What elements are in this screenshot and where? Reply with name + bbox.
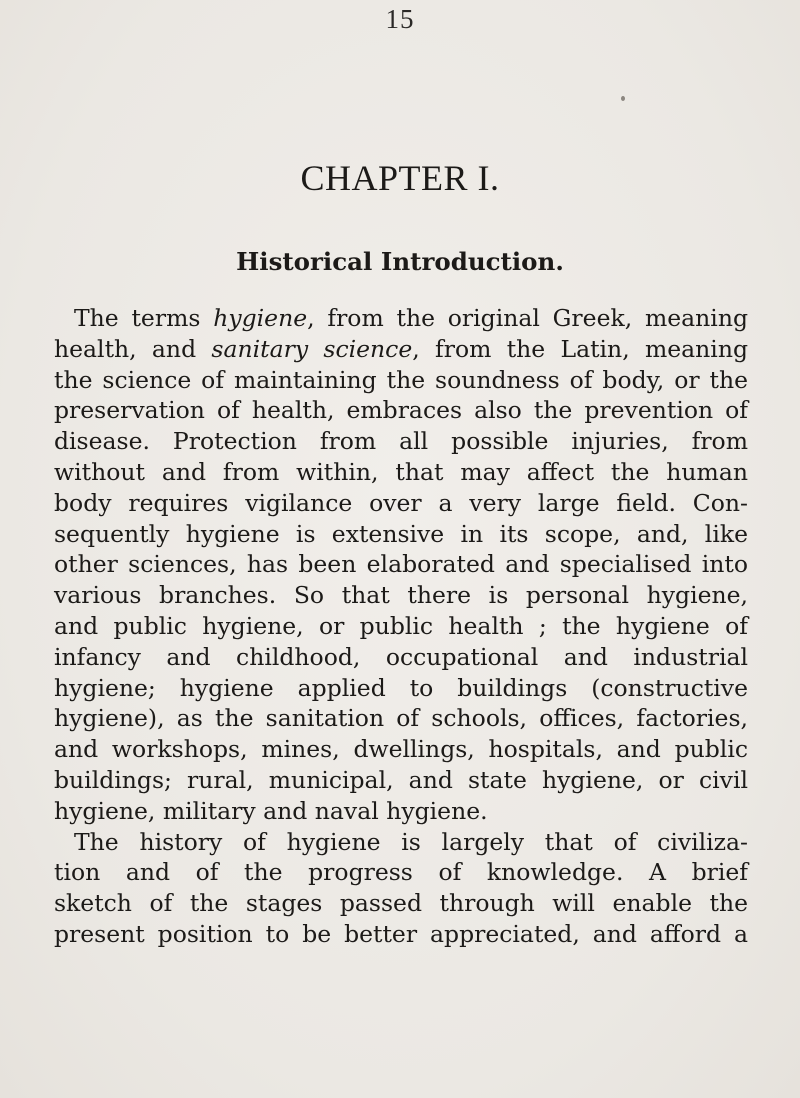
text-line: hygiene, military and naval hygiene. <box>54 796 488 825</box>
text-line: disease. Protection from all possible injuries, from <box>54 427 748 456</box>
text-line: other sciences, has been elaborated and specialised into <box>54 550 748 579</box>
text-line: hygiene), as the sanitation of schools, offices, factories, <box>54 704 748 733</box>
text-line: tion and of the progress of knowledge. A brief <box>54 858 748 887</box>
text-line: hygiene; hygiene applied to buildings (constructive <box>54 673 748 702</box>
paragraph-1 <box>54 303 748 827</box>
term-hygiene: hygiene <box>213 304 308 332</box>
page-number: 15 <box>385 4 415 34</box>
text-run: , from the Latin, meaning <box>412 334 748 363</box>
text-line: various branches. So that there is personal hygiene, <box>54 581 748 610</box>
text-line: The history of hygiene is largely that of civiliza- <box>74 827 748 856</box>
term-sanitary-science: sanitary science <box>211 334 413 363</box>
text-line: without and from within, that may affect the human <box>54 457 748 486</box>
text-line: the science of maintaining the soundness of body, or the <box>54 365 748 394</box>
text-line: body requires vigilance over a very large field. Con- <box>54 488 748 517</box>
text-line: and public hygiene, or public health ; the hygiene of <box>54 611 748 640</box>
text-line: infancy and childhood, occupational and industrial <box>54 642 748 671</box>
text-line: and workshops, mines, dwellings, hospitals, and public <box>54 735 748 764</box>
text-line: sketch of the stages passed through will enable the <box>54 889 748 918</box>
text-run: The terms <box>74 304 214 332</box>
text-line <box>54 303 748 334</box>
section-title: Historical Introduction. <box>236 247 564 276</box>
text-line: buildings; rural, municipal, and state hygiene, or civil <box>54 765 748 794</box>
text-line: preservation of health, embraces also the prevention of <box>54 396 748 425</box>
text-line: sequently hygiene is extensive in its scope, and, like <box>54 519 748 548</box>
text-line <box>54 334 748 365</box>
chapter-title: CHAPTER I. <box>300 158 500 198</box>
text-line: present position to be better appreciated, and afford a <box>54 919 748 948</box>
text-run: , from the original Greek, meaning <box>307 304 748 332</box>
body-text <box>54 303 748 950</box>
text-run: health, and <box>54 334 212 363</box>
paragraph-2 <box>54 827 748 950</box>
ink-speck <box>621 96 625 101</box>
